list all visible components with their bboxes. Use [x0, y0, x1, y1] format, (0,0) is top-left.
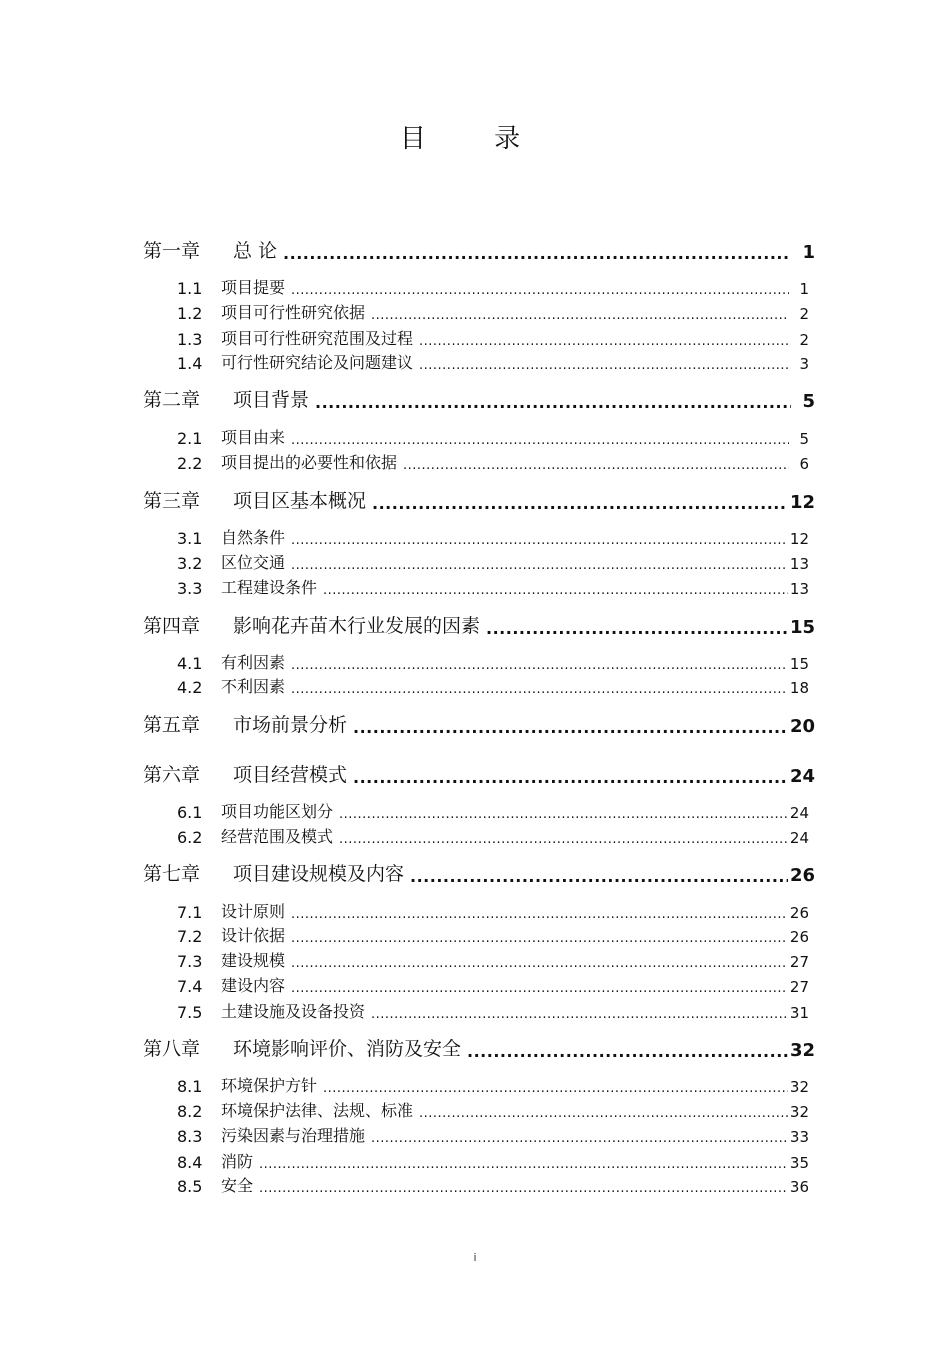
- entry-number: 第六章: [143, 764, 201, 786]
- dot-leader: [371, 1133, 788, 1146]
- entry-page-number: 13: [789, 555, 809, 573]
- entry-number: 2.2: [177, 454, 203, 473]
- entry-number: 8.4: [177, 1153, 203, 1172]
- toc-section-entry[interactable]: [177, 551, 809, 573]
- entry-page-number: 12: [789, 530, 809, 548]
- dot-leader: [259, 1183, 788, 1196]
- entry-page-number: 5: [802, 391, 815, 412]
- entry-number: 6.1: [177, 803, 203, 822]
- entry-title: 环境保护方针: [221, 1076, 318, 1095]
- entry-title: 环境影响评价、消防及安全: [233, 1038, 462, 1060]
- toc-section-entry[interactable]: [177, 351, 809, 373]
- toc-chapter-entry[interactable]: [143, 761, 815, 787]
- toc-section-entry[interactable]: [177, 327, 809, 349]
- entry-number: 8.3: [177, 1127, 203, 1146]
- dot-leader: [339, 809, 788, 822]
- toc-title: 目 录: [399, 124, 551, 154]
- entry-number: 1.1: [177, 279, 203, 298]
- entry-title: 总 论: [233, 240, 278, 262]
- entry-number: 7.5: [177, 1003, 203, 1022]
- entry-title: 土建设施及设备投资: [221, 1002, 366, 1021]
- entry-title: 工程建设条件: [221, 578, 318, 597]
- toc-section-entry[interactable]: [177, 1124, 809, 1146]
- entry-page-number: 24: [789, 829, 809, 847]
- entry-number: 3.2: [177, 554, 203, 573]
- entry-page-number: 35: [789, 1154, 809, 1172]
- dot-leader: [372, 497, 788, 513]
- entry-title: 项目建设规模及内容: [233, 863, 405, 885]
- entry-page-number: 15: [789, 655, 809, 673]
- entry-number: 第五章: [143, 714, 201, 736]
- dot-leader: [323, 1083, 788, 1096]
- entry-number: 6.2: [177, 828, 203, 847]
- entry-number: 4.2: [177, 678, 203, 697]
- entry-title: 区位交通: [221, 553, 286, 572]
- entry-page-number: 26: [789, 865, 815, 886]
- toc-section-entry[interactable]: [177, 1099, 809, 1121]
- entry-page-number: 1: [802, 242, 815, 263]
- toc-section-entry[interactable]: [177, 1074, 809, 1096]
- toc-chapter-entry[interactable]: [143, 386, 815, 412]
- entry-page-number: 32: [789, 1103, 809, 1121]
- entry-number: 1.4: [177, 354, 203, 373]
- toc-section-entry[interactable]: [177, 576, 809, 598]
- entry-title: 项目背景: [233, 389, 310, 411]
- entry-page-number: 12: [789, 492, 815, 513]
- entry-page-number: 15: [789, 617, 815, 638]
- entry-title: 消防: [221, 1152, 254, 1171]
- toc-section-entry[interactable]: [177, 800, 809, 822]
- dot-leader: [353, 771, 788, 787]
- entry-number: 8.1: [177, 1077, 203, 1096]
- toc-section-entry[interactable]: [177, 1150, 809, 1172]
- entry-page-number: 27: [789, 978, 809, 996]
- dot-leader: [339, 834, 788, 847]
- entry-number: 7.2: [177, 927, 203, 946]
- entry-title: 建设规模: [221, 951, 286, 970]
- entry-page-number: 31: [789, 1004, 809, 1022]
- entry-title: 安全: [221, 1176, 254, 1195]
- entry-page-number: 33: [789, 1128, 809, 1146]
- entry-title: 经营范围及模式: [221, 827, 334, 846]
- toc-chapter-entry[interactable]: [143, 612, 815, 638]
- dot-leader: [315, 396, 791, 412]
- entry-number: 7.3: [177, 952, 203, 971]
- dot-leader: [323, 585, 788, 598]
- entry-title: 项目提出的必要性和依据: [221, 453, 398, 472]
- entry-number: 第一章: [143, 240, 201, 262]
- entry-title: 污染因素与治理措施: [221, 1126, 366, 1145]
- entry-page-number: 6: [799, 455, 809, 473]
- entry-number: 1.3: [177, 330, 203, 349]
- toc-section-entry[interactable]: [177, 276, 809, 298]
- entry-number: 第二章: [143, 389, 201, 411]
- entry-title: 设计原则: [221, 902, 286, 921]
- entry-title: 项目可行性研究依据: [221, 303, 366, 322]
- dot-leader: [291, 285, 789, 298]
- entry-number: 7.4: [177, 977, 203, 996]
- entry-title: 项目提要: [221, 278, 286, 297]
- entry-title: 建设内容: [221, 976, 286, 995]
- toc-section-entry[interactable]: [177, 949, 809, 971]
- dot-leader: [467, 1045, 788, 1061]
- dot-leader: [291, 684, 788, 697]
- entry-page-number: 26: [789, 904, 809, 922]
- toc-section-entry[interactable]: [177, 974, 809, 996]
- entry-page-number: 5: [799, 430, 809, 448]
- dot-leader: [486, 622, 788, 638]
- entry-number: 第三章: [143, 490, 201, 512]
- toc-section-entry[interactable]: [177, 924, 809, 946]
- entry-number: 第四章: [143, 615, 201, 637]
- toc-section-entry[interactable]: [177, 301, 809, 323]
- entry-title: 项目可行性研究范围及过程: [221, 329, 414, 348]
- entry-number: 8.5: [177, 1177, 203, 1196]
- dot-leader: [371, 1009, 788, 1022]
- entry-page-number: 1: [799, 280, 809, 298]
- toc-section-entry[interactable]: [177, 426, 809, 448]
- dot-leader: [419, 1108, 788, 1121]
- dot-leader: [259, 1159, 788, 1172]
- entry-number: 1.2: [177, 304, 203, 323]
- entry-page-number: 18: [789, 679, 809, 697]
- entry-number: 7.1: [177, 903, 203, 922]
- dot-leader: [291, 933, 788, 946]
- entry-title: 市场前景分析: [233, 714, 348, 736]
- entry-number: 第七章: [143, 863, 201, 885]
- toc-section-entry[interactable]: [177, 1000, 809, 1022]
- toc-chapter-entry[interactable]: [143, 711, 815, 737]
- dot-leader: [291, 983, 788, 996]
- entry-page-number: 32: [789, 1078, 809, 1096]
- entry-title: 有利因素: [221, 653, 286, 672]
- entry-page-number: 26: [789, 928, 809, 946]
- entry-number: 第八章: [143, 1038, 201, 1060]
- dot-leader: [371, 310, 789, 323]
- dot-leader: [291, 909, 788, 922]
- toc-chapter-entry[interactable]: [143, 860, 815, 886]
- toc-section-entry[interactable]: [177, 900, 809, 922]
- entry-number: 3.3: [177, 579, 203, 598]
- dot-leader: [291, 560, 788, 573]
- entry-page-number: 2: [799, 331, 809, 349]
- entry-page-number: 24: [789, 804, 809, 822]
- toc-chapter-entry[interactable]: [143, 487, 815, 513]
- entry-title: 项目功能区划分: [221, 802, 334, 821]
- page-number-footer: i: [473, 1251, 477, 1264]
- toc-section-entry[interactable]: [177, 825, 809, 847]
- entry-title: 自然条件: [221, 528, 286, 547]
- toc-section-entry[interactable]: [177, 451, 809, 473]
- dot-leader: [283, 247, 791, 263]
- entry-title: 环境保护法律、法规、标准: [221, 1101, 414, 1120]
- entry-number: 8.2: [177, 1102, 203, 1121]
- toc-section-entry[interactable]: [177, 651, 809, 673]
- dot-leader: [291, 435, 789, 448]
- entry-number: 3.1: [177, 529, 203, 548]
- entry-title: 项目由来: [221, 428, 286, 447]
- toc-section-entry[interactable]: [177, 675, 809, 697]
- dot-leader: [353, 721, 788, 737]
- entry-page-number: 27: [789, 953, 809, 971]
- entry-page-number: 20: [789, 716, 815, 737]
- entry-title: 不利因素: [221, 677, 286, 696]
- dot-leader: [419, 336, 789, 349]
- dot-leader: [291, 660, 788, 673]
- entry-number: 2.1: [177, 429, 203, 448]
- entry-page-number: 3: [799, 355, 809, 373]
- toc-section-entry[interactable]: [177, 1174, 809, 1196]
- entry-page-number: 2: [799, 305, 809, 323]
- entry-title: 影响花卉苗木行业发展的因素: [233, 615, 481, 637]
- entry-page-number: 32: [789, 1040, 815, 1061]
- toc-section-entry[interactable]: [177, 526, 809, 548]
- entry-title: 设计依据: [221, 926, 286, 945]
- entry-page-number: 36: [789, 1178, 809, 1196]
- entry-title: 项目经营模式: [233, 764, 348, 786]
- entry-number: 4.1: [177, 654, 203, 673]
- entry-title: 可行性研究结论及问题建议: [221, 353, 414, 372]
- toc-chapter-entry[interactable]: [143, 1035, 815, 1061]
- dot-leader: [419, 360, 789, 373]
- toc-chapter-entry[interactable]: [143, 237, 815, 263]
- dot-leader: [291, 535, 788, 548]
- entry-title: 项目区基本概况: [233, 490, 367, 512]
- dot-leader: [410, 870, 788, 886]
- dot-leader: [291, 958, 788, 971]
- entry-page-number: 24: [789, 766, 815, 787]
- entry-page-number: 13: [789, 580, 809, 598]
- dot-leader: [403, 460, 789, 473]
